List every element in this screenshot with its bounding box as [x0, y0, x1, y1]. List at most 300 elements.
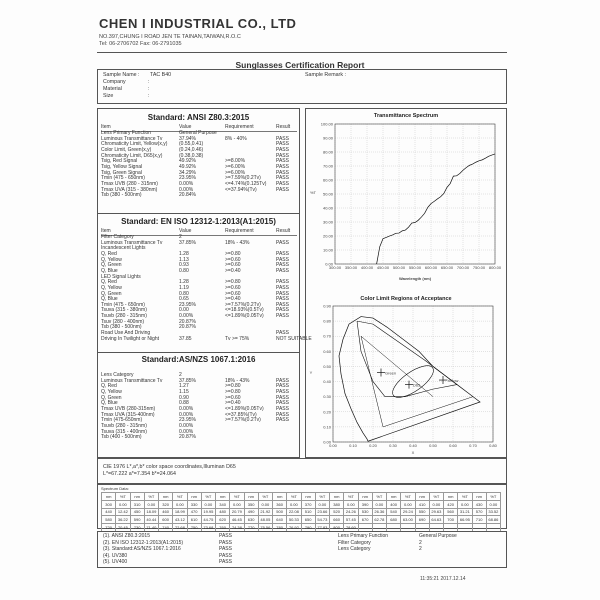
spectrum-cell: 670 — [358, 516, 372, 524]
acceptance-region-outline — [357, 321, 457, 397]
as-cell-5-2: >=0.40 — [225, 400, 241, 407]
chromaticity-point-label: Green — [385, 370, 397, 376]
en-title: Standard: EN ISO 12312-1:2013(A1:2015) — [121, 217, 276, 226]
as-cell-6-3: PASS — [276, 405, 289, 412]
en-cell-12-0: Tmin (475 - 650nm) — [101, 301, 145, 308]
spectrum-cell: 40.44 — [144, 516, 158, 524]
color-x-tick-label: 0.40 — [409, 443, 417, 448]
company-name: CHEN I INDUSTRIAL CO., LTD — [99, 16, 297, 31]
color-y-tick-label: 0.50 — [323, 363, 331, 369]
color-y-tick-label: 0.30 — [323, 394, 331, 400]
summary-result-2: PASS — [219, 546, 232, 552]
en-cell-3-2: >=0.80 — [225, 250, 241, 257]
en-cell-1-1: 37.85% — [179, 239, 196, 246]
spectrum-cell: nm — [415, 493, 429, 501]
en-cell-9-2: >=0.60 — [225, 284, 241, 291]
as-cell-1-0: Luminous Transmittance Tv — [101, 377, 163, 384]
spectrum-cell: %T — [173, 493, 187, 501]
summary-result-0: PASS — [219, 533, 232, 539]
spectrum-cell: 0.00 — [201, 500, 215, 508]
spectrum-cell: 340 — [216, 500, 230, 508]
spectrum-cell: 20.79 — [230, 508, 244, 516]
spectrum-cell: 380 — [330, 500, 344, 508]
spectrum-cell: 48.05 — [258, 516, 272, 524]
spectrum-cell: 360 — [273, 500, 287, 508]
spectrum-cell: 300 — [102, 500, 116, 508]
color-y-tick-label: 0.20 — [323, 409, 331, 415]
color-x-tick-label: 0.80 — [489, 443, 497, 448]
spectral-locus-curve — [339, 317, 480, 442]
ansi-title: Standard: ANSI Z80.3:2015 — [147, 113, 250, 122]
spectrum-cell: 600 — [159, 516, 173, 524]
ansi-cell-10-3: PASS — [276, 186, 289, 193]
spectrum-cell: nm — [102, 493, 116, 501]
spectrum-cell: 510 — [301, 508, 315, 516]
spectrum-cell: 43.12 — [173, 516, 187, 524]
spectrum-cell: 68.86 — [486, 516, 500, 524]
spectrum-cell: nm — [244, 493, 258, 501]
en-divider — [97, 352, 300, 353]
as-cell-1-1: 37.85% — [179, 377, 196, 384]
en-cell-10-1: 0.80 — [179, 290, 189, 297]
en-cell-1-2: 18% - 43% — [225, 239, 250, 246]
spectrum-cell: 450 — [130, 508, 144, 516]
spectrum-cell: 560 — [444, 508, 458, 516]
color-y-axis-label: Y — [309, 370, 313, 375]
en-cell-8-3: PASS — [276, 279, 289, 286]
en-cell-15-0: Tsuv (280 - 400nm) — [101, 318, 145, 325]
spectrum-cell: nm — [444, 493, 458, 501]
spectrum-cell: 0.00 — [486, 500, 500, 508]
spectrum-y-tick-label: 60.00 — [322, 177, 333, 183]
spectrum-row — [102, 508, 501, 516]
en-cell-15-1: 20.87% — [179, 318, 196, 325]
spectrum-y-tick-label: 70.00 — [322, 163, 333, 169]
as-cell-9-1: 0.00% — [179, 422, 194, 429]
en-cell-13-3: PASS — [276, 307, 289, 314]
spectrum-cell: 24.26 — [344, 508, 358, 516]
summary-property-0: Lens Primary Function — [338, 533, 389, 539]
ansi-header-3: Result — [276, 124, 291, 130]
spectrum-data-title: Spectrum Data: — [101, 486, 129, 491]
spectrum-cell: %T — [144, 493, 158, 501]
spectrum-cell: 0.00 — [116, 500, 130, 508]
ansi-cell-7-0: Tsig, Green Signal — [101, 169, 142, 176]
as-cell-9-0: Tsuvb (280 - 315nm) — [101, 422, 147, 429]
as-cell-3-2: >=0.80 — [225, 388, 241, 395]
as-cell-5-1: 0.88 — [179, 400, 189, 407]
en-cell-6-2: >=0.40 — [225, 267, 241, 274]
spectrum-cell: 29.24 — [401, 508, 415, 516]
summary-standard-2: (3). Standard:AS/NZS 1067.1:2016 — [103, 546, 181, 552]
spectrum-cell: 500 — [273, 508, 287, 516]
spectrum-y-tick-label: 30.00 — [322, 219, 333, 225]
spectrum-cell: nm — [358, 493, 372, 501]
spectrum-cell: 54.73 — [315, 516, 329, 524]
as-title: Standard:AS/NZS 1067.1:2016 — [141, 355, 256, 364]
color-y-tick-label: 0.00 — [323, 439, 331, 445]
spectrum-cell: 75.56 — [258, 524, 272, 532]
en-cell-13-2: <=18.93%(0.5Tv) — [225, 307, 264, 314]
spectrum-cell: nm — [472, 493, 486, 501]
en-cell-10-2: >=0.60 — [225, 290, 241, 297]
spectrum-cell: nm — [387, 493, 401, 501]
spectrum-cell: 72.68 — [173, 524, 187, 532]
spectrum-cell: 26.36 — [372, 508, 386, 516]
as-cell-2-0: Q, Red — [101, 383, 117, 390]
spectrum-cell: 330 — [187, 500, 201, 508]
spectrum-cell: 390 — [358, 500, 372, 508]
spectrum-cell: 31.21 — [458, 508, 472, 516]
spectrum-cell: 71.40 — [144, 524, 158, 532]
sample-remark-label: Sample Remark : — [305, 72, 346, 78]
color-limit-chart — [305, 302, 507, 456]
as-cell-1-3: PASS — [276, 377, 289, 384]
ansi-header-0: Item — [101, 124, 111, 130]
spectrum-cell: 540 — [387, 508, 401, 516]
en-cell-8-0: Q, Red — [101, 279, 117, 286]
spectrum-cell: 23.66 — [315, 508, 329, 516]
en-header-3: Result — [276, 228, 291, 234]
spectrum-cell: 590 — [130, 516, 144, 524]
ansi-cell-6-2: >=6.00% — [225, 163, 246, 170]
material-colon: : — [148, 86, 150, 92]
color-x-tick-label: 0.20 — [369, 443, 377, 448]
spectrum-cell: 650 — [301, 516, 315, 524]
ansi-cell-3-1: (0.24,0.46) — [179, 146, 204, 153]
as-cell-2-3: PASS — [276, 383, 289, 390]
ansi-cell-1-0: Luminous Transmittance Tv — [101, 135, 163, 142]
cie-line-1: CIE 1976 L*,a*,b* color space coordinates,Illuminan D65 — [103, 464, 236, 470]
en-cell-6-3: PASS — [276, 267, 289, 274]
spectrum-cell: 320 — [159, 500, 173, 508]
spectrum-cell: 0.00 — [401, 500, 415, 508]
en-cell-5-0: Q, Green — [101, 262, 122, 269]
spectrum-cell: 630 — [244, 516, 258, 524]
en-header-1: Value — [179, 228, 192, 234]
ansi-header-2: Requirement — [225, 124, 254, 130]
ansi-cell-3-3: PASS — [276, 146, 289, 153]
spectrum-cell: 63.00 — [401, 516, 415, 524]
ansi-cell-6-1: 49.92% — [179, 163, 196, 170]
summary-right-labels — [338, 533, 388, 553]
summary-property-value-1: 2 — [419, 539, 422, 546]
spectrum-cell: 18.99 — [173, 508, 187, 516]
spectrum-cell: 19.95 — [201, 508, 215, 516]
spectrum-cell: nm — [187, 493, 201, 501]
spectrum-y-tick-label: 20.00 — [322, 233, 333, 239]
material-label: Material — [103, 86, 122, 92]
ansi-cell-1-2: 8% - 40% — [225, 135, 247, 142]
ansi-cell-5-0: Tsig, Red Signal — [101, 158, 138, 165]
summary-property-2: Lens Category — [338, 546, 371, 552]
spectrum-cell: %T — [458, 493, 472, 501]
spectrum-x-tick-label: 300.00 — [328, 265, 342, 270]
as-cell-4-3: PASS — [276, 394, 289, 401]
spectrum-cell: 74.38 — [230, 524, 244, 532]
en-cell-0-1: 2 — [179, 234, 182, 240]
spectrum-x-tick-label: 400.00 — [360, 265, 374, 270]
as-cell-4-1: 0.90 — [179, 394, 189, 401]
size-colon: : — [148, 93, 150, 99]
en-cell-14-2: <=1.89%(0.05Tv) — [225, 313, 264, 320]
en-cell-13-0: Tsuva (315 - 380nm) — [101, 307, 147, 314]
as-cell-3-3: PASS — [276, 388, 289, 395]
summary-left — [103, 533, 183, 566]
spectrum-cell: 750 — [187, 524, 201, 532]
ansi-cell-9-3: PASS — [276, 180, 289, 187]
ansi-cell-2-0: Chromaticity Limit, Yellow(x,y) — [101, 141, 168, 148]
spectrum-cell: nm — [159, 493, 173, 501]
as-cell-8-3: PASS — [276, 417, 289, 424]
spectrum-cell: 420 — [444, 500, 458, 508]
color-y-tick-label: 0.60 — [323, 348, 331, 354]
ansi-cell-7-1: 34.29% — [179, 169, 196, 176]
ansi-cell-9-2: <=4.74%(0.125Tv) — [225, 180, 267, 187]
spectrum-chart-title: Transmittance Spectrum — [373, 113, 439, 119]
ansi-cell-10-1: 0.00% — [179, 186, 194, 193]
spectrum-cell: 400 — [387, 500, 401, 508]
chromaticity-point-label: Yellow — [447, 378, 459, 384]
summary-result-1: PASS — [219, 539, 232, 546]
spectrum-row — [102, 493, 501, 501]
spectrum-cell: 370 — [301, 500, 315, 508]
spectrum-cell: 77.83 — [315, 524, 329, 532]
en-cell-13-1: 0.00 — [179, 307, 189, 314]
en-cell-14-3: PASS — [276, 313, 289, 320]
spectrum-y-axis-label: %T — [310, 190, 316, 195]
color-x-tick-label: 0.10 — [349, 443, 357, 448]
spectrum-cell: 12.42 — [116, 508, 130, 516]
en-cell-6-1: 0.80 — [179, 267, 189, 274]
summary-right-values — [419, 533, 457, 553]
as-cell-3-0: Q, Yellow — [101, 388, 122, 395]
spectrum-cell: nm — [216, 493, 230, 501]
spectrum-cell: 57.45 — [344, 516, 358, 524]
spectrum-cell: 760 — [216, 524, 230, 532]
spectrum-x-tick-label: 650.00 — [440, 265, 454, 270]
spectrum-cell: nm — [301, 493, 315, 501]
spectrum-cell: 470 — [187, 508, 201, 516]
as-cell-4-0: Q, Green — [101, 394, 122, 401]
spectrum-cell: 610 — [187, 516, 201, 524]
en-cell-4-3: PASS — [276, 256, 289, 263]
en-cell-8-2: >=0.80 — [225, 279, 241, 286]
en-cell-14-1: 0.00% — [179, 313, 194, 320]
as-cell-10-0: Tsuva (315 - 400nm) — [101, 428, 147, 435]
spectrum-cell: 710 — [472, 516, 486, 524]
ansi-cell-7-3: PASS — [276, 169, 289, 176]
ansi-cell-11-1: 20.84% — [179, 192, 196, 199]
spectrum-cell: 0.00 — [315, 500, 329, 508]
spectrum-cell: 33.52 — [486, 508, 500, 516]
ansi-cell-9-1: 0.00% — [179, 180, 194, 187]
spectrum-cell: 730 — [130, 524, 144, 532]
spectrum-cell: %T — [401, 493, 415, 501]
ansi-cell-6-3: PASS — [276, 163, 289, 170]
spectrum-cell: 440 — [102, 508, 116, 516]
en-cell-10-3: PASS — [276, 290, 289, 297]
ansi-header-1: Value — [179, 124, 192, 130]
spectrum-cell: 520 — [330, 508, 344, 516]
as-cell-8-0: Tmin (475-650nm) — [101, 417, 143, 424]
spectrum-cell: 73.68 — [201, 524, 215, 532]
as-cell-2-2: >=0.80 — [225, 383, 241, 390]
spectrum-cell: 0.00 — [344, 500, 358, 508]
ansi-cell-1-1: 37.94% — [179, 135, 196, 142]
spectrum-cell: 44.75 — [201, 516, 215, 524]
ansi-cell-2-1: (0.55,0.41) — [179, 141, 204, 148]
spectrum-cell: 430 — [472, 500, 486, 508]
en-cell-11-0: Q, Blue — [101, 296, 118, 303]
ansi-cell-8-2: >=7.59%(0.2Tv) — [225, 175, 261, 182]
summary-standard-1: (2). EN ISO 12312-1:2013(A1:2015) — [103, 539, 184, 546]
spectrum-cell: 490 — [244, 508, 258, 516]
en-cell-0-0: Filter Category — [101, 234, 134, 240]
spectrum-x-tick-label: 350.00 — [344, 265, 358, 270]
ansi-cell-3-0: Color Limit, Green(x,y) — [101, 146, 152, 153]
spectrum-cell: %T — [287, 493, 301, 501]
spectrum-cell: 29.63 — [429, 508, 443, 516]
summary-result-3: PASS — [219, 552, 232, 559]
spectrum-cell: 0.00 — [458, 500, 472, 508]
spectrum-cell: 0.00 — [372, 500, 386, 508]
ansi-cell-8-1: 23.95% — [179, 175, 196, 182]
spectrum-cell: %T — [429, 493, 443, 501]
spectrum-data-table — [101, 492, 501, 532]
report-title: Sunglasses Certification Report — [235, 60, 365, 70]
en-cell-4-0: Q, Yellow — [101, 256, 122, 263]
spectrum-cell: 680 — [387, 516, 401, 524]
spectrum-cell: 78.60 — [344, 524, 358, 532]
summary-property-value-0: General Purpose — [419, 533, 457, 539]
ansi-cell-5-2: >=8.00% — [225, 158, 246, 165]
ansi-cell-4-0: Chromaticity Limit, D65(x,y) — [101, 152, 163, 159]
spectrum-cell: %T — [201, 493, 215, 501]
spectrum-y-tick-label: 50.00 — [322, 191, 333, 197]
spectrum-cell: 460 — [159, 508, 173, 516]
spectrum-cell: 580 — [102, 516, 116, 524]
spectrum-cell: %T — [372, 493, 386, 501]
header-rule — [97, 52, 507, 53]
summary-left-results — [219, 533, 232, 566]
en-cell-16-0: Tsb (380 - 500nm) — [101, 324, 142, 331]
ansi-cell-9-0: Tmax UVB (280 - 315nm) — [101, 180, 158, 187]
ansi-cell-8-0: Tmin (475 - 650nm) — [101, 175, 145, 182]
spectrum-cell: 50.33 — [287, 516, 301, 524]
en-cell-5-2: >=0.60 — [225, 262, 241, 269]
en-cell-11-2: >=0.40 — [225, 296, 241, 303]
spectrum-cell: 780 — [273, 524, 287, 532]
en-cell-3-3: PASS — [276, 250, 289, 257]
spectrum-cell: 790 — [301, 524, 315, 532]
color-y-tick-label: 0.70 — [323, 333, 331, 339]
spectrum-cell: 0.00 — [173, 500, 187, 508]
spectrum-cell: 0.00 — [144, 500, 158, 508]
spectrum-cell: 36.22 — [116, 516, 130, 524]
as-cell-8-2: >=7.57%(0.2Tv) — [225, 417, 261, 424]
spectrum-cell: nm — [130, 493, 144, 501]
spectrum-cell: 0.00 — [230, 500, 244, 508]
ansi-divider — [97, 213, 300, 214]
spectrum-cell: %T — [486, 493, 500, 501]
spectrum-x-tick-label: 600.00 — [424, 265, 438, 270]
spectrum-cell: 66.95 — [458, 516, 472, 524]
size-label: Size — [103, 93, 114, 99]
spectrum-cell: nm — [273, 493, 287, 501]
en-cell-5-1: 0.93 — [179, 262, 189, 269]
company-label: Company — [103, 79, 126, 85]
spectrum-cell: 21.92 — [258, 508, 272, 516]
as-cell-11-0: Tsb (400 - 500nm) — [101, 434, 142, 441]
summary-property-1: Filter Category — [338, 539, 371, 546]
as-cell-4-2: >=0.60 — [225, 394, 241, 401]
summary-property-value-2: 2 — [419, 546, 422, 552]
spectrum-cell: 740 — [159, 524, 173, 532]
spectrum-cell: 18.09 — [144, 508, 158, 516]
en-cell-18-1: 37.85 — [179, 335, 192, 342]
en-cell-4-1: 1.13 — [179, 256, 189, 263]
as-cell-6-1: 0.00% — [179, 405, 194, 412]
as-cell-7-3: PASS — [276, 411, 289, 418]
spectrum-cell: 0.00 — [429, 500, 443, 508]
color-x-tick-label: 0.60 — [449, 443, 457, 448]
en-cell-10-0: Q, Green — [101, 290, 122, 297]
spectrum-cell: 64.63 — [429, 516, 443, 524]
spectrum-cell: 800 — [330, 524, 344, 532]
en-cell-9-1: 1.19 — [179, 284, 189, 291]
spectrum-cell: 76.92 — [287, 524, 301, 532]
ansi-cell-5-3: PASS — [276, 158, 289, 165]
as-cell-3-1: 1.15 — [179, 388, 189, 395]
en-cell-1-0: Luminous Transmittance Tv — [101, 239, 163, 246]
ansi-cell-6-0: Tsig, Yellow Signal — [101, 163, 143, 170]
spectrum-cell: %T — [344, 493, 358, 501]
as-cell-5-0: Q, Blue — [101, 400, 118, 407]
as-cell-7-0: Tmax UVA (315-400nm) — [101, 411, 155, 418]
as-cell-1-2: 18% - 43% — [225, 377, 250, 384]
color-x-axis-label: X — [411, 450, 415, 455]
spectrum-x-tick-label: 700.00 — [456, 265, 470, 270]
as-cell-0-0: Lens Category — [101, 372, 134, 378]
en-cell-8-1: 1.28 — [179, 279, 189, 286]
ansi-cell-10-0: Tmax UVA (315 - 380nm) — [101, 186, 158, 193]
ansi-cell-4-3: PASS — [276, 152, 289, 159]
spectrum-chart — [305, 118, 507, 288]
spectrum-cell: 530 — [358, 508, 372, 516]
chromaticity-point-label: D65 — [413, 382, 421, 388]
en-header-2: Requirement — [225, 228, 254, 234]
en-cell-17-3: PASS — [276, 330, 289, 337]
en-cell-7-0: LED Signal Lights — [101, 273, 141, 280]
spectrum-x-axis-label: Wavelength (nm) — [398, 276, 432, 281]
ansi-cell-7-2: >=6.00% — [225, 169, 246, 176]
ansi-cell-2-3: PASS — [276, 141, 289, 148]
sample-name-value: TAC B40 — [150, 72, 172, 78]
spectrum-cell: 310 — [130, 500, 144, 508]
ansi-cell-11-0: Tsb (380 - 500nm) — [101, 192, 142, 199]
en-cell-3-0: Q, Red — [101, 250, 117, 257]
ansi-cell-10-2: <=37.94%(Tv) — [225, 186, 257, 193]
color-y-tick-label: 0.80 — [323, 318, 331, 324]
sample-name-label: Sample Name : — [103, 72, 140, 78]
spectrum-y-tick-label: 10.00 — [322, 247, 333, 253]
spectrum-cell: 570 — [472, 508, 486, 516]
en-cell-1-3: PASS — [276, 239, 289, 246]
spectrum-y-tick-label: 0.00 — [325, 261, 333, 267]
spectrum-cell: 640 — [273, 516, 287, 524]
spectrum-cell: 690 — [415, 516, 429, 524]
